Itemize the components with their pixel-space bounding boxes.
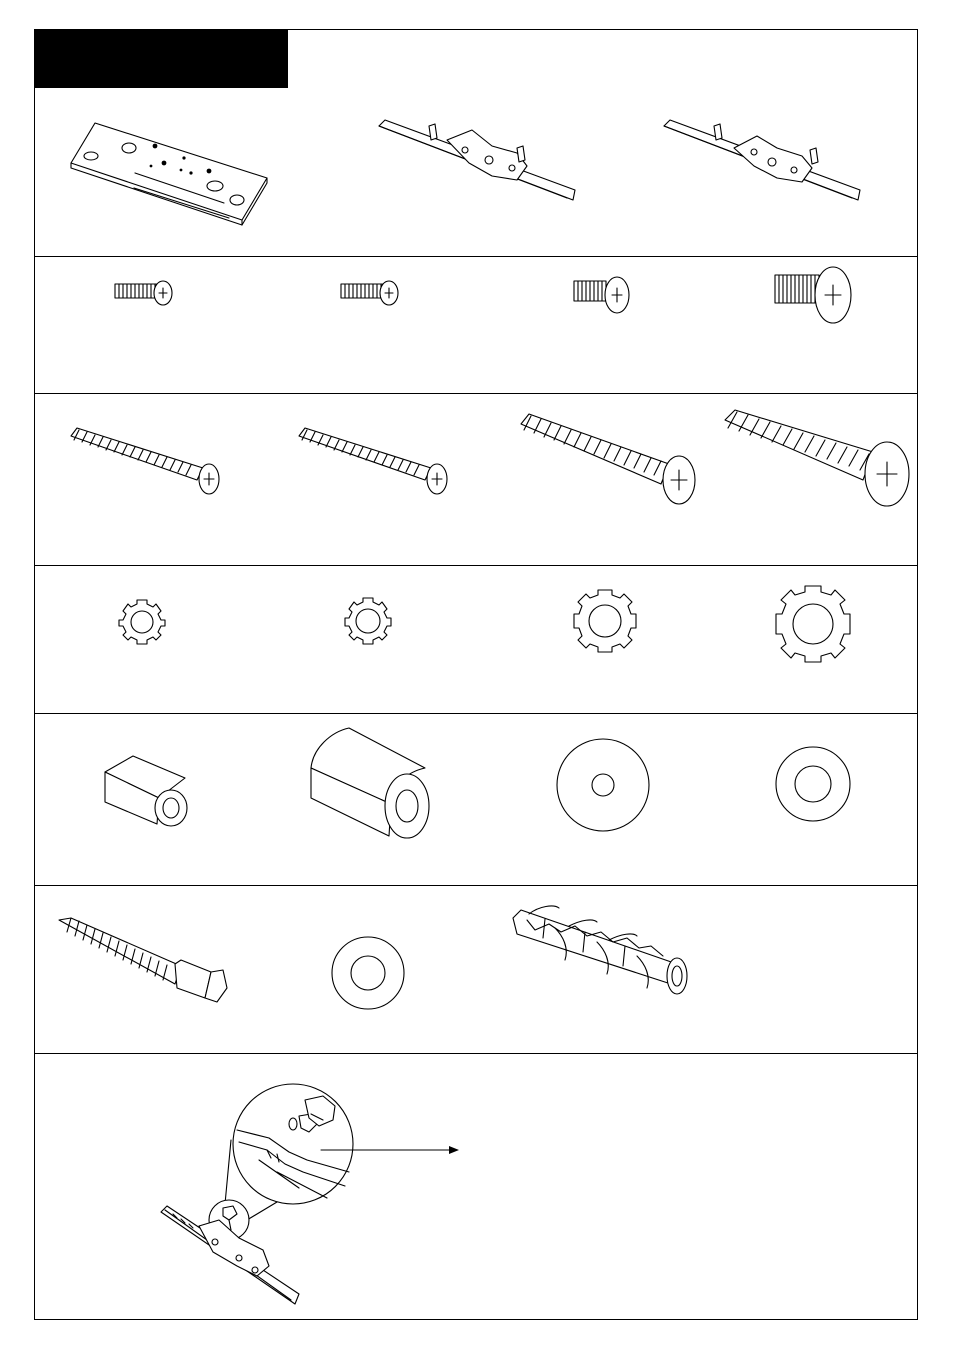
screw-short-2-illustration [339, 279, 403, 313]
screw-long-3-illustration [519, 412, 699, 512]
screw-short-3-illustration [572, 275, 636, 321]
row-detail [35, 1053, 917, 1321]
wall-plate-illustration [69, 118, 269, 228]
screw-long-2-illustration [297, 424, 447, 496]
screw-short-4-illustration [773, 267, 863, 327]
tv-arm-bracket-right-illustration [662, 118, 862, 208]
row-short-screws [35, 256, 917, 393]
lock-washer-3-illustration [570, 586, 640, 656]
row-brackets [35, 30, 917, 256]
assembly-detail-illustration [159, 1080, 499, 1330]
tv-arm-bracket-left-illustration [377, 118, 577, 208]
lag-bolt-illustration [57, 910, 233, 1010]
screw-long-4-illustration [723, 410, 923, 510]
spacer-small-illustration [103, 752, 193, 828]
parts-sheet [34, 29, 918, 1320]
lock-washer-4-illustration [771, 582, 855, 666]
row-wall-anchors [35, 885, 917, 1053]
row-long-screws [35, 393, 917, 565]
lock-washer-1-illustration [117, 596, 167, 646]
screw-short-1-illustration [113, 279, 177, 313]
flat-washer-small-illustration [773, 744, 853, 824]
magnify-circle [233, 1084, 353, 1204]
lag-washer-illustration [329, 934, 407, 1012]
lock-washer-2-illustration [341, 594, 395, 648]
flat-washer-large-illustration [554, 736, 652, 834]
row-lock-washers [35, 565, 917, 713]
screw-long-1-illustration [69, 424, 219, 496]
row-spacers-washers [35, 713, 917, 885]
wall-anchor-illustration [509, 904, 699, 1014]
spacer-large-illustration [309, 726, 434, 842]
